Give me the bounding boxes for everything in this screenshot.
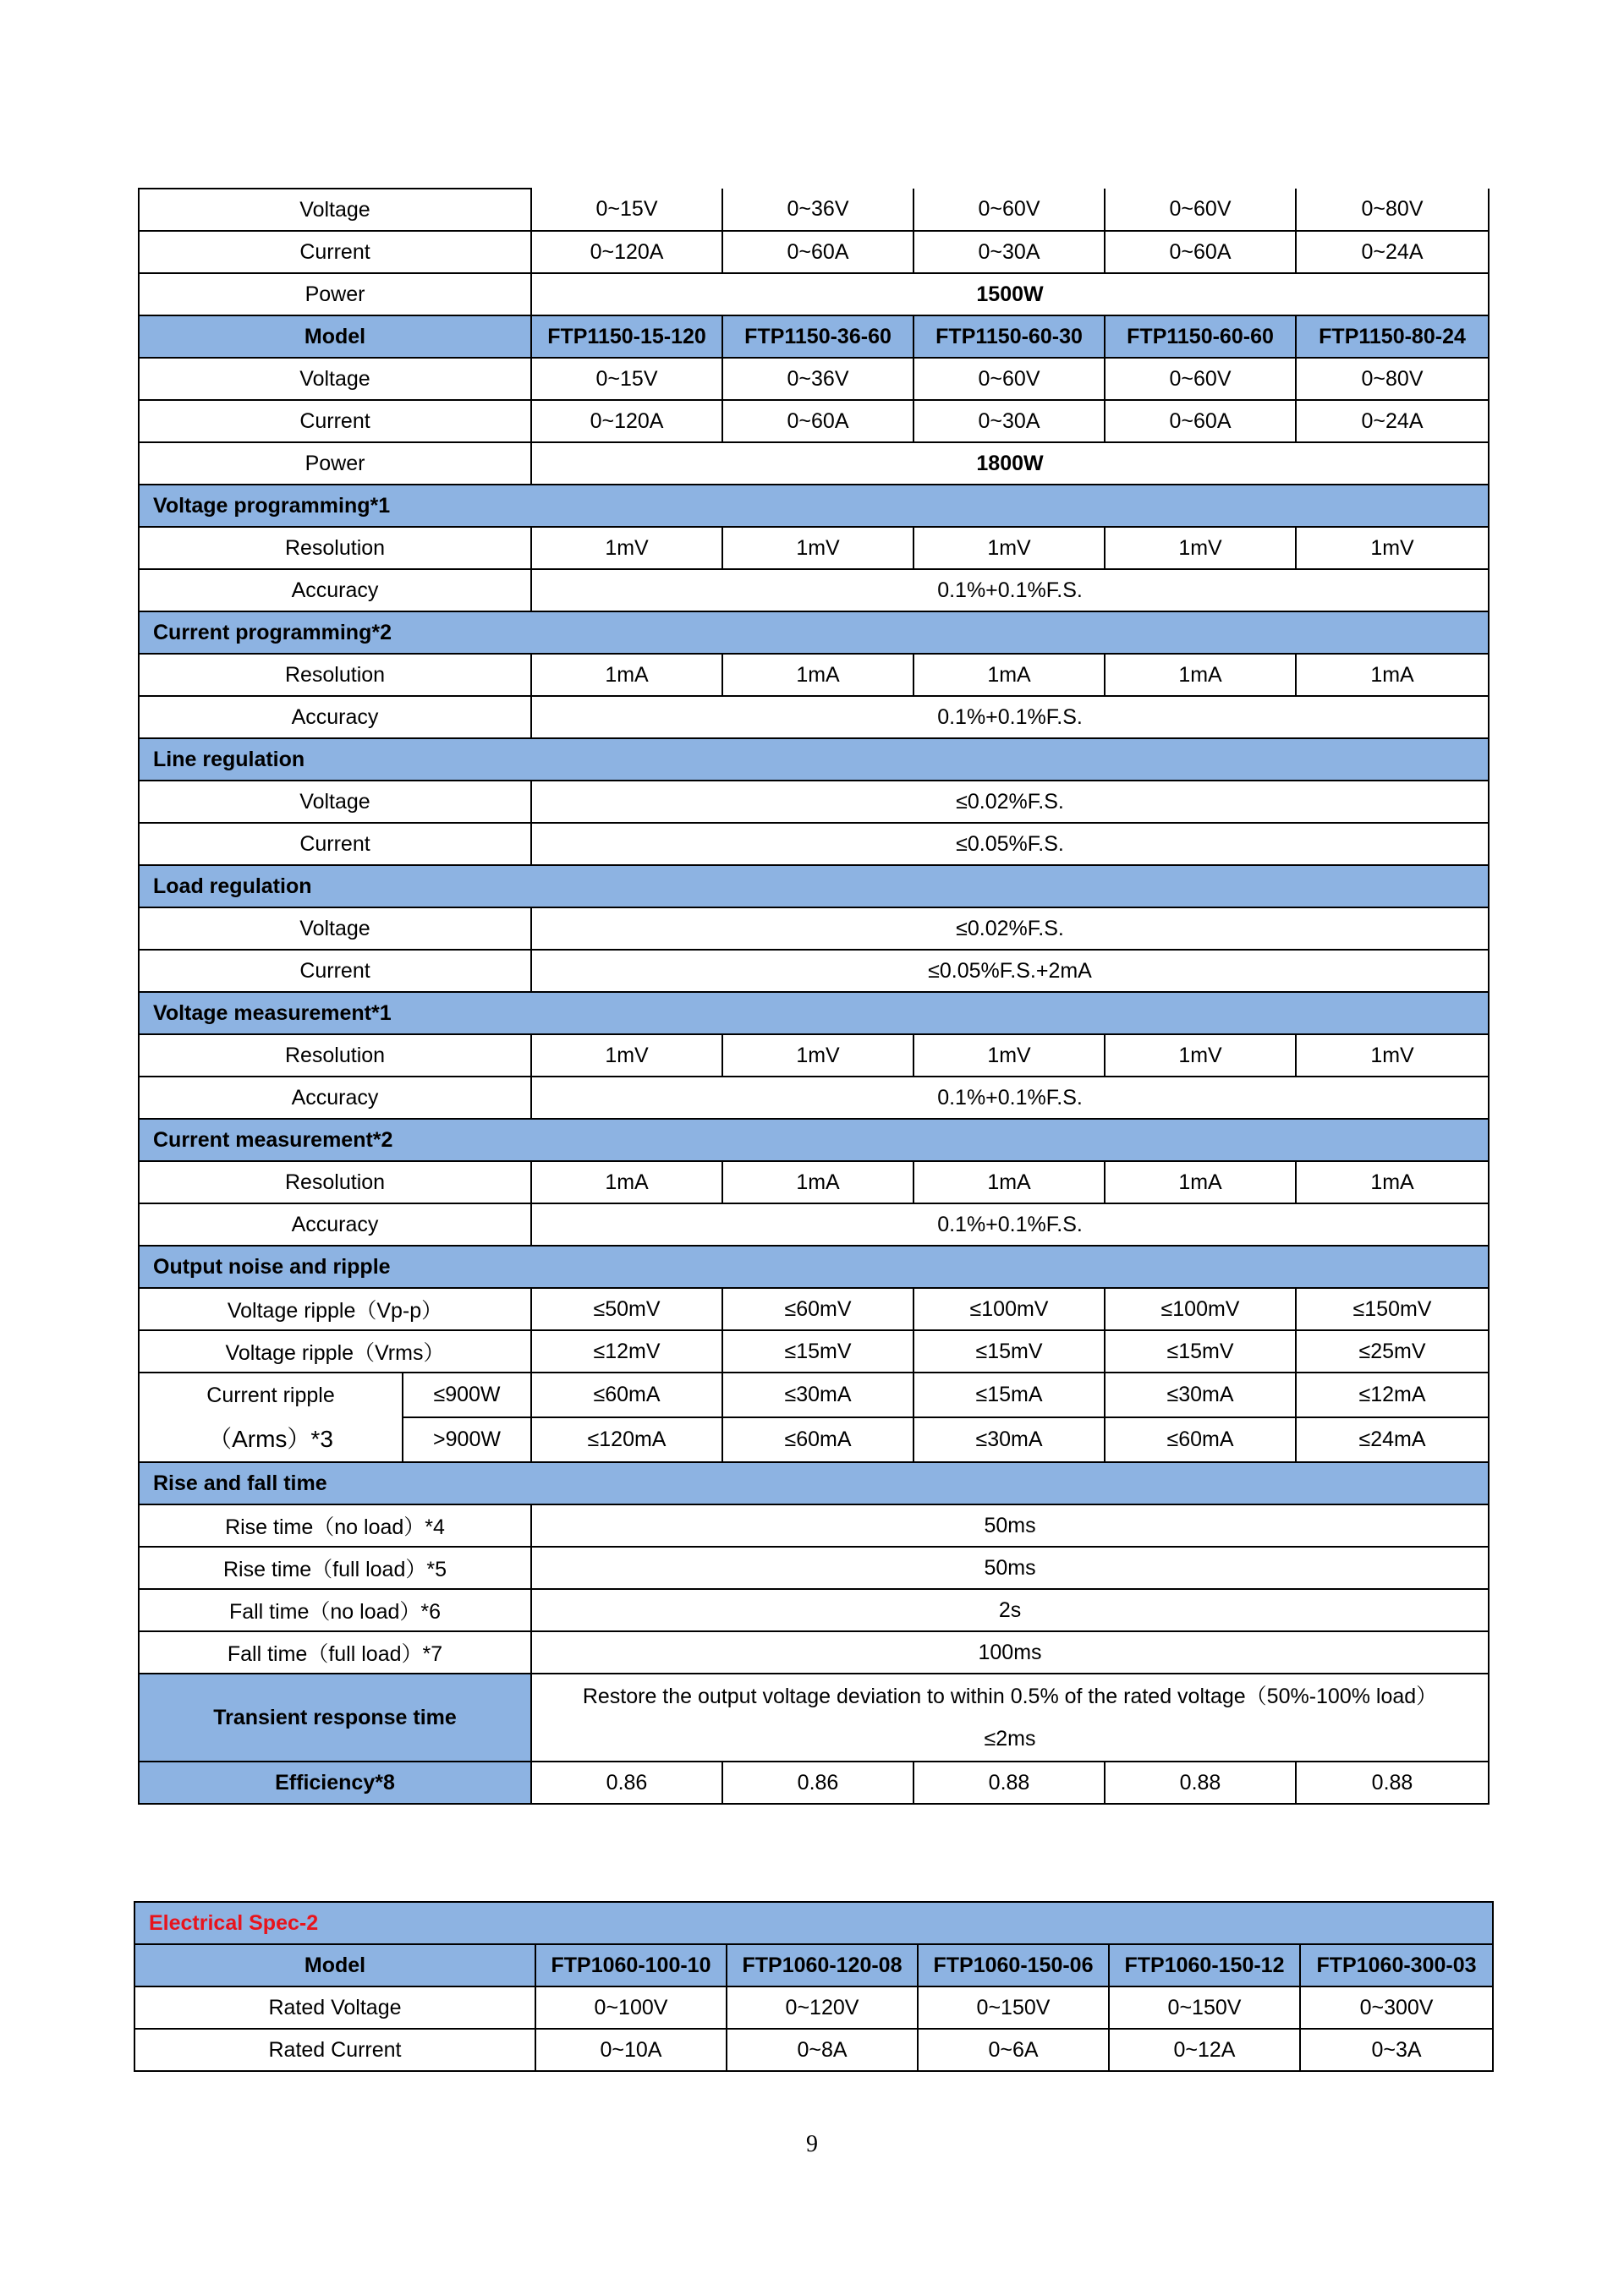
value-cell: ≤15mV [722, 1330, 914, 1373]
value-cell: 0~24A [1296, 400, 1489, 442]
table-row [139, 1330, 1489, 1373]
value-cell: 2s [531, 1589, 1489, 1631]
value-cell: ≤30mA [1105, 1373, 1296, 1417]
value-cell: 0~60V [914, 358, 1105, 400]
value-cell: 0~15V [531, 189, 722, 231]
section-title: Line regulation [139, 738, 1489, 781]
value-cell: ≤15mV [914, 1330, 1105, 1373]
voltage-ripple-vpp-label: Voltage ripple（Vp-p） [139, 1288, 531, 1330]
rated-current-label: Rated Current [134, 2029, 535, 2071]
fall-time-full-load-label: Fall time（full load）*7 [139, 1631, 531, 1674]
table-row [139, 1034, 1489, 1077]
current-label: Current [139, 950, 531, 992]
transient-response-line2: ≤2ms [984, 1727, 1036, 1751]
value-cell: ≤12mA [1296, 1373, 1489, 1417]
value-cell: 0~100V [535, 1986, 727, 2029]
model-cell: FTP1060-300-03 [1300, 1944, 1493, 1986]
value-cell: 0~120A [531, 400, 722, 442]
value-cell: 0~8A [727, 2029, 918, 2071]
page-number: 9 [806, 2131, 818, 2157]
value-cell: ≤0.02%F.S. [531, 781, 1489, 823]
accuracy-value: 0.1%+0.1%F.S. [531, 1203, 1489, 1246]
value-cell: ≤60mV [722, 1288, 914, 1330]
resolution-label: Resolution [139, 527, 531, 569]
value-cell: 100ms [531, 1631, 1489, 1674]
model-header-row [139, 315, 1489, 358]
spec-table-2 [134, 1901, 1494, 2072]
value-cell: 0~10A [535, 2029, 727, 2071]
value-cell: ≤24mA [1296, 1417, 1489, 1462]
value-cell: 1mA [914, 654, 1105, 696]
section-header-row [139, 865, 1489, 907]
section-title: Load regulation [139, 865, 1489, 907]
voltage-label: Voltage [139, 781, 531, 823]
value-cell: 0.88 [914, 1762, 1105, 1804]
value-cell: 0.88 [1105, 1762, 1296, 1804]
model-label: Model [139, 315, 531, 358]
table-row [139, 358, 1489, 400]
table-row [139, 1504, 1489, 1547]
value-cell: 1mV [914, 527, 1105, 569]
value-cell: 0.88 [1296, 1762, 1489, 1804]
value-cell: 0~60V [914, 189, 1105, 231]
value-cell: 0~60V [1105, 189, 1296, 231]
model-cell: FTP1060-150-12 [1109, 1944, 1300, 1986]
current-label: Current [139, 400, 531, 442]
value-cell: 1mV [531, 527, 722, 569]
value-cell: 0~24A [1296, 231, 1489, 273]
spec-table-1 [138, 188, 1490, 1805]
value-cell: ≤50mV [531, 1288, 722, 1330]
voltage-label: Voltage [139, 907, 531, 950]
value-cell: 0~30A [914, 400, 1105, 442]
value-cell: 1mA [722, 654, 914, 696]
model-cell: FTP1060-120-08 [727, 1944, 918, 1986]
value-cell: 1mA [1105, 1161, 1296, 1203]
table-row [139, 1161, 1489, 1203]
transient-response-label: Transient response time [139, 1674, 531, 1762]
table-row [139, 1547, 1489, 1589]
section-title: Voltage programming*1 [139, 485, 1489, 527]
table-row [139, 273, 1489, 315]
table-row [139, 907, 1489, 950]
model-cell: FTP1150-80-24 [1296, 315, 1489, 358]
table-row [134, 1986, 1493, 2029]
value-cell: ≤150mV [1296, 1288, 1489, 1330]
value-cell: 0~80V [1296, 358, 1489, 400]
table-row [139, 696, 1489, 738]
section-header-row [139, 1462, 1489, 1504]
value-cell: 0~60V [1105, 358, 1296, 400]
table-row [139, 1674, 1489, 1762]
voltage-label: Voltage [139, 358, 531, 400]
current-label: Current [139, 231, 531, 273]
value-cell: 1mA [722, 1161, 914, 1203]
section-title: Current measurement*2 [139, 1119, 1489, 1161]
rated-voltage-label: Rated Voltage [134, 1986, 535, 2029]
table-row [139, 1762, 1489, 1804]
value-cell: 50ms [531, 1547, 1489, 1589]
model-cell: FTP1150-15-120 [531, 315, 722, 358]
value-cell: ≤30mA [722, 1373, 914, 1417]
value-cell: 1mV [1105, 527, 1296, 569]
value-cell: 0~80V [1296, 189, 1489, 231]
section-header-row [139, 1119, 1489, 1161]
voltage-ripple-vrms-label: Voltage ripple（Vrms） [139, 1330, 531, 1373]
table-row [139, 781, 1489, 823]
model-cell: FTP1150-60-60 [1105, 315, 1296, 358]
value-cell: 0~3A [1300, 2029, 1493, 2071]
value-cell: ≤0.05%F.S.+2mA [531, 950, 1489, 992]
table-row [139, 1631, 1489, 1674]
value-cell: 1mV [722, 527, 914, 569]
current-ripple-label-line2: （Arms）*3 [208, 1426, 333, 1452]
value-cell: 0~12A [1109, 2029, 1300, 2071]
accuracy-value: 0.1%+0.1%F.S. [531, 569, 1489, 611]
value-cell: 1mV [1105, 1034, 1296, 1077]
value-cell: 1mA [914, 1161, 1105, 1203]
transient-response-line1: Restore the output voltage deviation to within 0.5% of the rated voltage（50%-100% load） [582, 1685, 1438, 1708]
value-cell: ≤30mA [914, 1417, 1105, 1462]
current-label: Current [139, 823, 531, 865]
value-cell: 0~120V [727, 1986, 918, 2029]
value-cell: 0~300V [1300, 1986, 1493, 2029]
section-header-row [139, 992, 1489, 1034]
value-cell: 50ms [531, 1504, 1489, 1547]
value-cell: 0~150V [918, 1986, 1109, 2029]
value-cell: ≤25mV [1296, 1330, 1489, 1373]
accuracy-value: 0.1%+0.1%F.S. [531, 1077, 1489, 1119]
value-cell: 0~6A [918, 2029, 1109, 2071]
resolution-label: Resolution [139, 654, 531, 696]
value-cell: ≤60mA [1105, 1417, 1296, 1462]
power-range-label: >900W [403, 1417, 531, 1462]
value-cell: 0.86 [722, 1762, 914, 1804]
accuracy-value: 0.1%+0.1%F.S. [531, 696, 1489, 738]
value-cell: 0~60A [722, 400, 914, 442]
value-cell: ≤15mV [1105, 1330, 1296, 1373]
table-row [139, 1373, 1489, 1417]
value-cell: 1mV [722, 1034, 914, 1077]
value-cell: 1mV [531, 1034, 722, 1077]
current-ripple-label [139, 1373, 403, 1462]
value-cell: 0.86 [531, 1762, 722, 1804]
value-cell: 0~60A [1105, 400, 1296, 442]
table-row [139, 950, 1489, 992]
section-title: Output noise and ripple [139, 1246, 1489, 1288]
table-row [134, 2029, 1493, 2071]
fall-time-no-load-label: Fall time（no load）*6 [139, 1589, 531, 1631]
value-cell: 1mV [914, 1034, 1105, 1077]
rise-time-full-load-label: Rise time（full load）*5 [139, 1547, 531, 1589]
value-cell: 1mA [1296, 654, 1489, 696]
accuracy-label: Accuracy [139, 1203, 531, 1246]
value-cell: 0~15V [531, 358, 722, 400]
model-label: Model [134, 1944, 535, 1986]
value-cell: 0~60A [722, 231, 914, 273]
section-header-row [139, 738, 1489, 781]
value-cell: 0~150V [1109, 1986, 1300, 2029]
power-label: Power [139, 442, 531, 485]
table-row [139, 189, 1489, 231]
value-cell: ≤0.05%F.S. [531, 823, 1489, 865]
value-cell: 0~30A [914, 231, 1105, 273]
value-cell: 0~36V [722, 358, 914, 400]
table-row [139, 1589, 1489, 1631]
accuracy-label: Accuracy [139, 569, 531, 611]
power-value: 1800W [531, 442, 1489, 485]
value-cell: 1mA [531, 654, 722, 696]
voltage-label: Voltage [139, 189, 531, 231]
table-row [139, 1288, 1489, 1330]
resolution-label: Resolution [139, 1034, 531, 1077]
section-title: Electrical Spec-2 [134, 1902, 1493, 1944]
section-title: Rise and fall time [139, 1462, 1489, 1504]
section-header-row [139, 611, 1489, 654]
power-value: 1500W [531, 273, 1489, 315]
model-cell: FTP1060-100-10 [535, 1944, 727, 1986]
model-cell: FTP1150-60-30 [914, 315, 1105, 358]
table-row [139, 527, 1489, 569]
table-row [139, 231, 1489, 273]
table-row [139, 569, 1489, 611]
value-cell: ≤0.02%F.S. [531, 907, 1489, 950]
model-cell: FTP1060-150-06 [918, 1944, 1109, 1986]
accuracy-label: Accuracy [139, 696, 531, 738]
table-row [139, 1203, 1489, 1246]
table-row [139, 654, 1489, 696]
accuracy-label: Accuracy [139, 1077, 531, 1119]
section-header-row [139, 1246, 1489, 1288]
power-label: Power [139, 273, 531, 315]
table-row [139, 823, 1489, 865]
value-cell: 1mV [1296, 1034, 1489, 1077]
value-cell: ≤100mV [914, 1288, 1105, 1330]
resolution-label: Resolution [139, 1161, 531, 1203]
value-cell: ≤120mA [531, 1417, 722, 1462]
value-cell: 1mA [1105, 654, 1296, 696]
value-cell: ≤100mV [1105, 1288, 1296, 1330]
model-cell: FTP1150-36-60 [722, 315, 914, 358]
value-cell: ≤60mA [722, 1417, 914, 1462]
value-cell: 1mV [1296, 527, 1489, 569]
value-cell: 1mA [531, 1161, 722, 1203]
model-header-row [134, 1944, 1493, 1986]
value-cell: ≤12mV [531, 1330, 722, 1373]
power-range-label: ≤900W [403, 1373, 531, 1417]
transient-response-value [531, 1674, 1489, 1762]
value-cell: 1mA [1296, 1161, 1489, 1203]
table-row [139, 1077, 1489, 1119]
section-title: Current programming*2 [139, 611, 1489, 654]
value-cell: 0~60A [1105, 231, 1296, 273]
efficiency-label: Efficiency*8 [139, 1762, 531, 1804]
table-row [139, 442, 1489, 485]
value-cell: 0~120A [531, 231, 722, 273]
rise-time-no-load-label: Rise time（no load）*4 [139, 1504, 531, 1547]
value-cell: 0~36V [722, 189, 914, 231]
table-row [139, 400, 1489, 442]
value-cell: ≤15mA [914, 1373, 1105, 1417]
section-header-row [134, 1902, 1493, 1944]
section-title: Voltage measurement*1 [139, 992, 1489, 1034]
value-cell: ≤60mA [531, 1373, 722, 1417]
section-header-row [139, 485, 1489, 527]
current-ripple-label-line1: Current ripple [206, 1384, 335, 1407]
